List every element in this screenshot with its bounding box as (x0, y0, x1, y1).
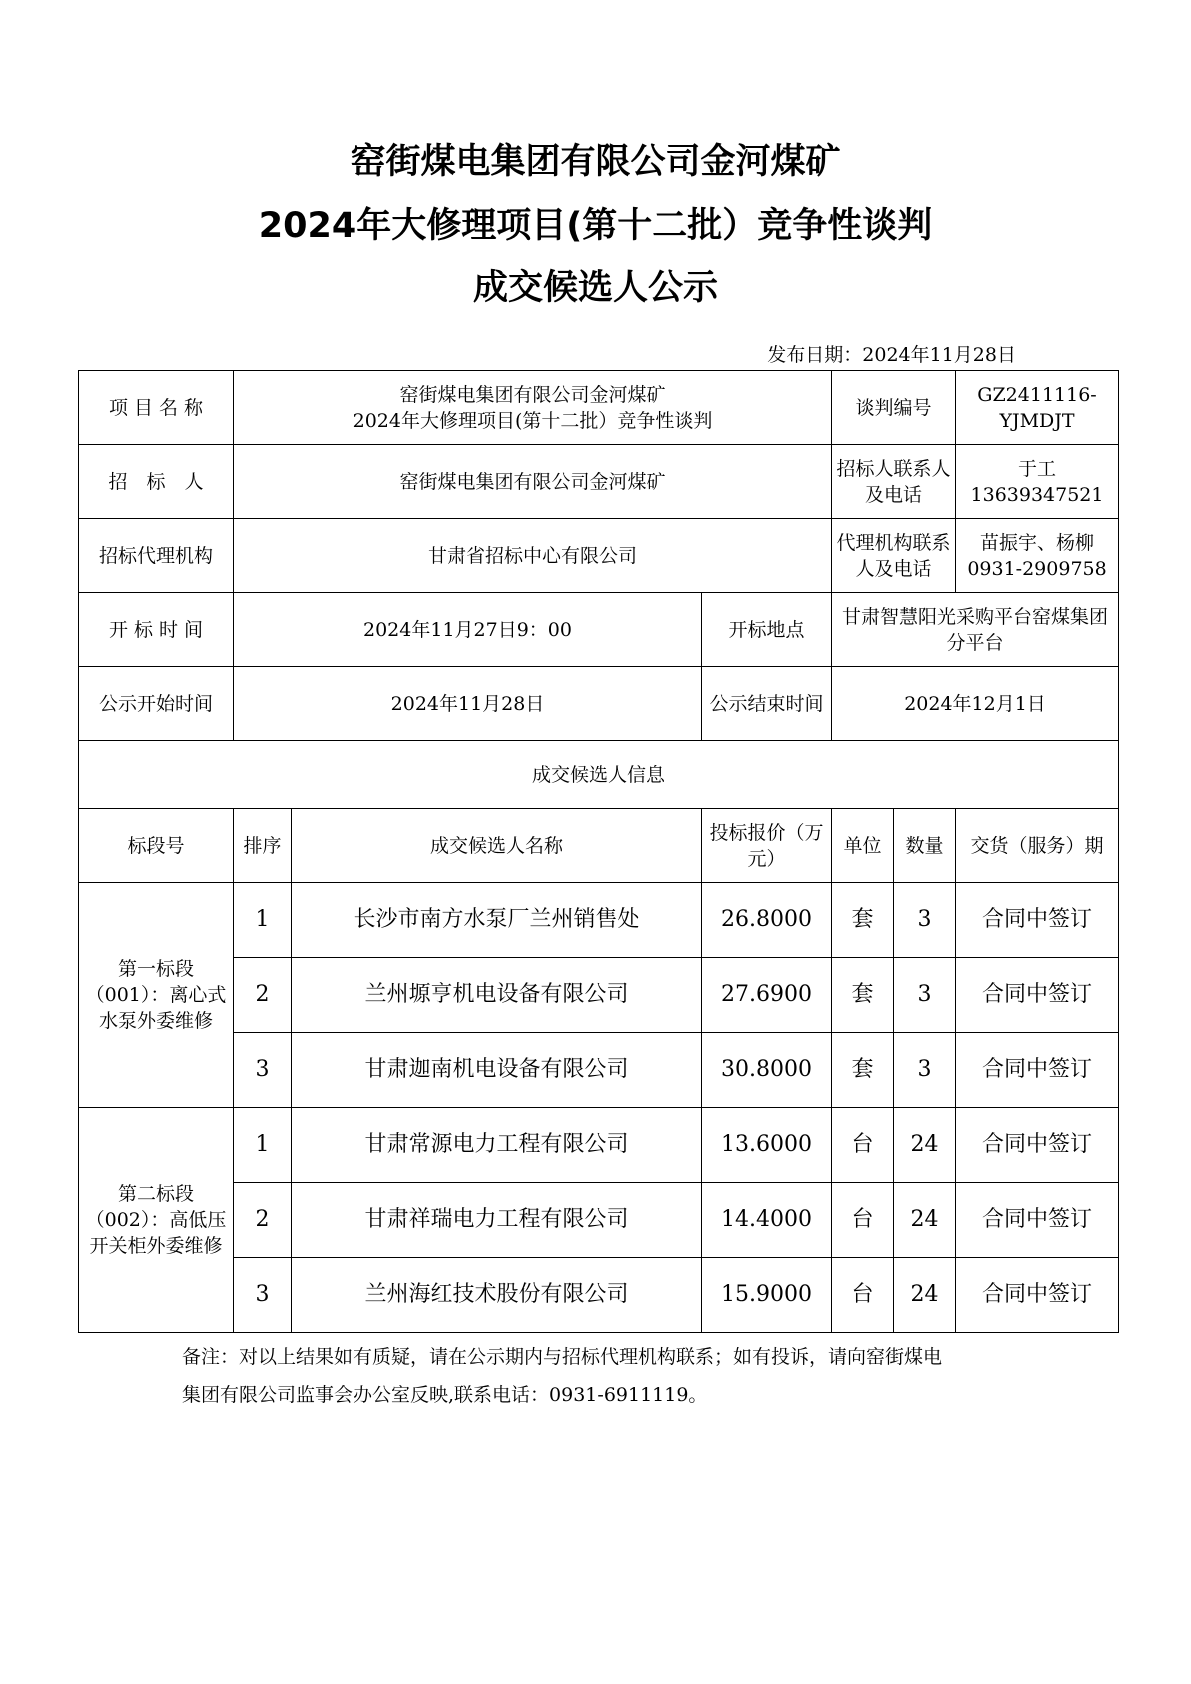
table-row (79, 883, 1119, 958)
header-rank: 排序 (234, 809, 292, 883)
candidate-name-cell: 兰州海红技术股份有限公司 (292, 1258, 702, 1333)
notice-end-label: 公示结束时间 (702, 667, 832, 741)
delivery-cell: 合同中签订 (956, 1258, 1119, 1333)
open-place-label: 开标地点 (702, 593, 832, 667)
open-time-label: 开 标 时 间 (79, 593, 234, 667)
header-segment: 标段号 (79, 809, 234, 883)
negotiation-no-label: 谈判编号 (832, 371, 956, 445)
candidate-name-cell: 甘肃常源电力工程有限公司 (292, 1108, 702, 1183)
table-row (79, 1108, 1119, 1183)
open-place-value: 甘肃智慧阳光采购平台窑煤集团分平台 (832, 593, 1119, 667)
unit-cell: 台 (832, 1108, 894, 1183)
project-name-line-2: 2024年大修理项目(第十二批）竞争性谈判 (352, 409, 713, 432)
table-row (79, 1033, 1119, 1108)
tenderer-value: 窑街煤电集团有限公司金河煤矿 (234, 445, 832, 519)
unit-cell: 套 (832, 958, 894, 1033)
title-line-2: 2024年大修理项目(第十二批）竞争性谈判 (258, 206, 933, 246)
candidate-name-cell: 甘肃迦南机电设备有限公司 (292, 1033, 702, 1108)
price-cell: 26.8000 (702, 883, 832, 958)
agency-label: 招标代理机构 (79, 519, 234, 593)
announcement-table (78, 370, 1119, 1333)
agency-contact-line-1: 苗振宇、杨柳 (980, 531, 1095, 554)
title-line-1: 窑街煤电集团有限公司金河煤矿 (350, 142, 841, 182)
candidate-name-cell: 兰州塬亨机电设备有限公司 (292, 958, 702, 1033)
price-cell: 30.8000 (702, 1033, 832, 1108)
price-cell: 13.6000 (702, 1108, 832, 1183)
project-name-value (234, 371, 832, 445)
notice-start-label: 公示开始时间 (79, 667, 234, 741)
table-row (79, 1183, 1119, 1258)
header-price: 投标报价（万元） (702, 809, 832, 883)
qty-cell: 3 (894, 958, 956, 1033)
qty-cell: 24 (894, 1183, 956, 1258)
rank-cell: 3 (234, 1033, 292, 1108)
agency-contact-label: 代理机构联系人及电话 (832, 519, 956, 593)
price-cell: 15.9000 (702, 1258, 832, 1333)
header-delivery: 交货（服务）期 (956, 809, 1119, 883)
rank-cell: 1 (234, 1108, 292, 1183)
delivery-cell: 合同中签订 (956, 958, 1119, 1033)
tenderer-contact-label: 招标人联系人及电话 (832, 445, 956, 519)
price-cell: 14.4000 (702, 1183, 832, 1258)
rank-cell: 2 (234, 1183, 292, 1258)
qty-cell: 3 (894, 883, 956, 958)
table-row (79, 1258, 1119, 1333)
tenderer-label: 招 标 人 (79, 445, 234, 519)
candidate-name-cell: 甘肃祥瑞电力工程有限公司 (292, 1183, 702, 1258)
candidates-section-title: 成交候选人信息 (79, 741, 1119, 809)
delivery-cell: 合同中签订 (956, 1108, 1119, 1183)
unit-cell: 台 (832, 1258, 894, 1333)
unit-cell: 台 (832, 1183, 894, 1258)
notice-end-value: 2024年12月1日 (832, 667, 1119, 741)
delivery-cell: 合同中签订 (956, 1183, 1119, 1258)
agency-contact-line-2: 0931-2909758 (967, 557, 1107, 580)
notice-start-value: 2024年11月28日 (234, 667, 702, 741)
table-row (79, 958, 1119, 1033)
qty-cell: 24 (894, 1108, 956, 1183)
project-name-label: 项 目 名 称 (79, 371, 234, 445)
qty-cell: 24 (894, 1258, 956, 1333)
segment-2-name: 第二标段（002）：高低压开关柜外委维修 (79, 1108, 234, 1333)
rank-cell: 1 (234, 883, 292, 958)
open-time-value: 2024年11月27日9：00 (234, 593, 702, 667)
remark-line-1: 备注：对以上结果如有质疑，请在公示期内与招标代理机构联系；如有投诉，请向窑街煤电 (182, 1346, 943, 1368)
candidate-name-cell: 长沙市南方水泵厂兰州销售处 (292, 883, 702, 958)
header-name: 成交候选人名称 (292, 809, 702, 883)
remark-line-2: 集团有限公司监事会办公室反映,联系电话：0931-6911119。 (182, 1384, 708, 1406)
unit-cell: 套 (832, 1033, 894, 1108)
publish-date: 发布日期：2024年11月28日 (767, 344, 1016, 366)
header-qty: 数量 (894, 809, 956, 883)
project-name-line-1: 窑街煤电集团有限公司金河煤矿 (399, 383, 666, 406)
agency-contact-value (956, 519, 1119, 593)
rank-cell: 3 (234, 1258, 292, 1333)
qty-cell: 3 (894, 1033, 956, 1108)
delivery-cell: 合同中签订 (956, 1033, 1119, 1108)
delivery-cell: 合同中签订 (956, 883, 1119, 958)
unit-cell: 套 (832, 883, 894, 958)
title-line-3: 成交候选人公示 (472, 268, 718, 308)
tenderer-contact-value: 于工 13639347521 (956, 445, 1119, 519)
header-unit: 单位 (832, 809, 894, 883)
segment-1-name: 第一标段（001）：离心式水泵外委维修 (79, 883, 234, 1108)
rank-cell: 2 (234, 958, 292, 1033)
remark-note (182, 1338, 1052, 1414)
agency-value: 甘肃省招标中心有限公司 (234, 519, 832, 593)
negotiation-no-value: GZ2411116-YJMDJT (956, 371, 1119, 445)
price-cell: 27.6900 (702, 958, 832, 1033)
